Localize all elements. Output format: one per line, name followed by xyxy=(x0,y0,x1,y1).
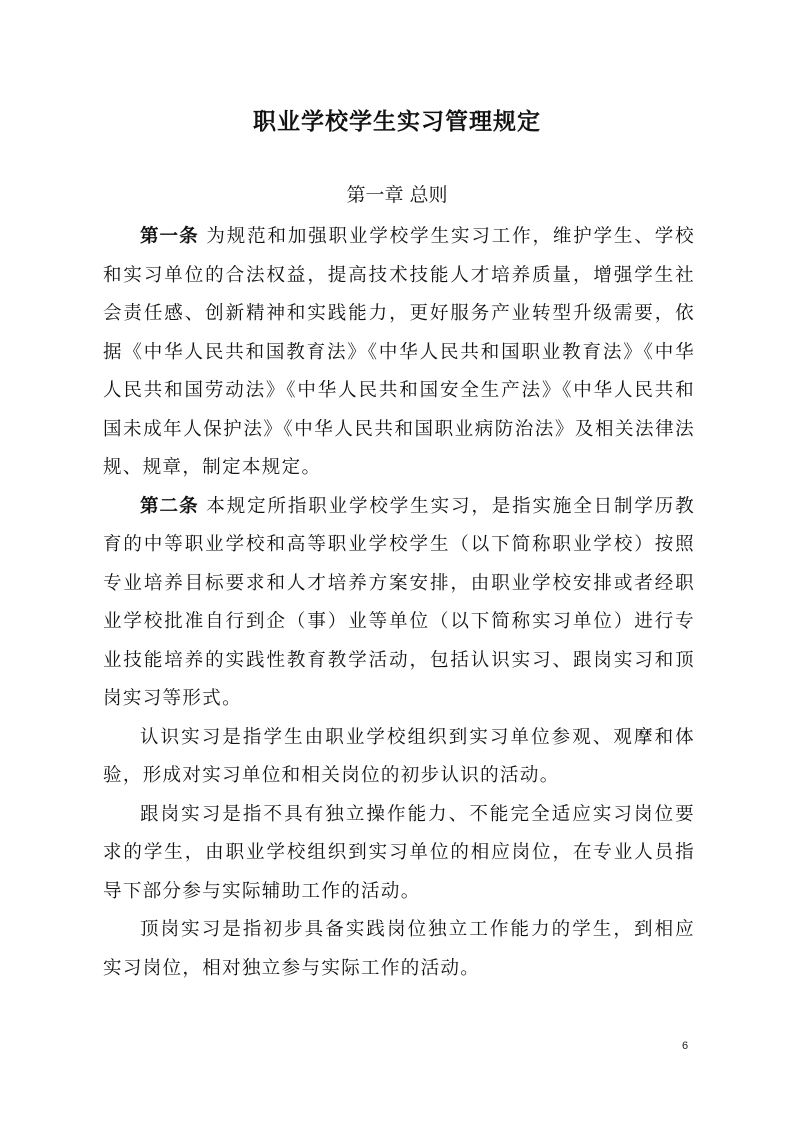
paragraph-text: 为规范和加强职业学校学生实习工作，维护学生、学校和实习单位的合法权益，提高技术技能人才培养质量，增强学生社会责任感、创新精神和实践能力，更好服务产业转型升级需要，依据《中华人民共和国教育法》《中华人民共和国职业教育法》《中华人民共和国劳动法》《中华人民共和国安全生产法》《中华人民共和国未成年人保护法》《中华人民共和国职业病防治法》及相关法律法规、规章，制定本规定。 xyxy=(103,226,695,478)
article-label: 第二条 xyxy=(140,495,199,517)
document-body xyxy=(103,218,695,988)
article-label: 第一条 xyxy=(140,226,199,247)
paragraph xyxy=(103,719,695,796)
paragraph-text: 认识实习是指学生由职业学校组织到实习单位参观、观摩和体验，形成对实习单位和相关岗位的初步认识的活动。 xyxy=(103,726,695,786)
article-paragraph xyxy=(103,488,695,719)
paragraph-text: 跟岗实习是指不具有独立操作能力、不能完全适应实习岗位要求的学生，由职业学校组织到实习单位的相应岗位，在专业人员指导下部分参与实际辅助工作的活动。 xyxy=(103,803,695,902)
page-number: 6 xyxy=(682,1040,689,1052)
paragraph xyxy=(103,796,695,912)
paragraph-text: 顶岗实习是指初步具备实践岗位独立工作能力的学生，到相应实习岗位，相对独立参与实际工作的活动。 xyxy=(103,919,695,979)
chapter-title: 第一章 总则 xyxy=(346,184,448,206)
paragraph xyxy=(103,911,695,988)
article-paragraph xyxy=(103,218,695,488)
paragraph-text: 本规定所指职业学校学生实习，是指实施全日制学历教育的中等职业学校和高等职业学校学生（以下简称职业学校）按照专业培养目标要求和人才培养方案安排，由职业学校安排或者经职业学校批准自行到企（事）业等单位（以下简称实习单位）进行专业技能培养的实践性教育教学活动，包括认识实习、跟岗实习和顶岗实习等形式。 xyxy=(103,495,695,709)
document-title: 职业学校学生实习管理规定 xyxy=(253,109,541,135)
